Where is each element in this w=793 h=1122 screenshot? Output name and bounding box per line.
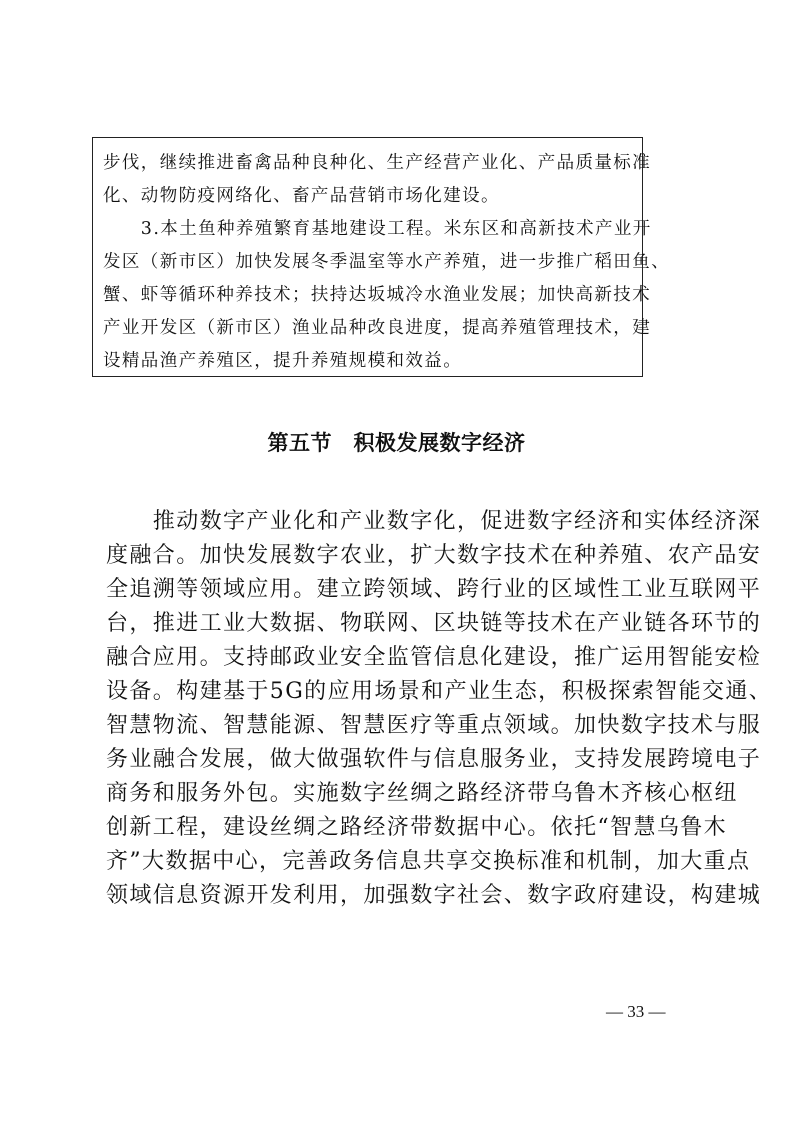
box-line: 产业开发区（新市区）渔业品种改良进度，提高养殖管理技术，建 xyxy=(103,318,652,338)
box-line: 发区（新市区）加快发展冬季温室等水产养殖，进一步推广稻田鱼、 xyxy=(103,252,670,272)
body-line: 务业融合发展，做大做强软件与信息服务业，支持发展跨境电子 xyxy=(106,747,762,772)
body-line: 设备。构建基于5G的应用场景和产业生态，积极探索智能交通、 xyxy=(106,679,773,704)
boxed-note xyxy=(92,137,670,377)
box-line: 蟹、虾等循环种养技术；扶持达坂城冷水渔业发展；加快高新技术 xyxy=(103,285,652,305)
body-line: 台，推进工业大数据、物联网、区块链等技术在产业链各环节的 xyxy=(106,611,762,636)
section-title: 第五节 积极发展数字经济 xyxy=(267,431,526,455)
page-number: — 33 — xyxy=(606,1002,666,1021)
box-line: 3.本土鱼种养殖繁育基地建设工程。米东区和高新技术产业开 xyxy=(103,219,652,239)
body-line: 商务和服务外包。实施数字丝绸之路经济带乌鲁木齐核心枢纽 xyxy=(106,781,738,806)
box-line: 化、动物防疫网络化、畜产品营销市场化建设。 xyxy=(103,186,500,206)
body-line: 融合应用。支持邮政业安全监管信息化建设，推广运用智能安检 xyxy=(106,645,762,670)
body-line: 全追溯等领域应用。建立跨领域、跨行业的区域性工业互联网平 xyxy=(106,577,762,602)
body-line: 创新工程，建设丝绸之路经济带数据中心。依托“智慧乌鲁木 xyxy=(106,815,728,840)
box-line: 步伐，继续推进畜禽品种良种化、生产经营产业化、产品质量标准 xyxy=(103,153,652,173)
body-line: 齐”大数据中心，完善政务信息共享交换标准和机制，加大重点 xyxy=(106,849,751,874)
body-line: 度融合。加快发展数字农业，扩大数字技术在种养殖、农产品安 xyxy=(106,543,762,568)
box-line: 设精品渔产养殖区，提升养殖规模和效益。 xyxy=(103,351,463,371)
body-line: 智慧物流、智慧能源、智慧医疗等重点领域。加快数字技术与服 xyxy=(106,713,762,738)
body-line: 推动数字产业化和产业数字化，促进数字经济和实体经济深 xyxy=(106,509,762,534)
body-line: 领域信息资源开发利用，加强数字社会、数字政府建设，构建城 xyxy=(106,883,762,908)
